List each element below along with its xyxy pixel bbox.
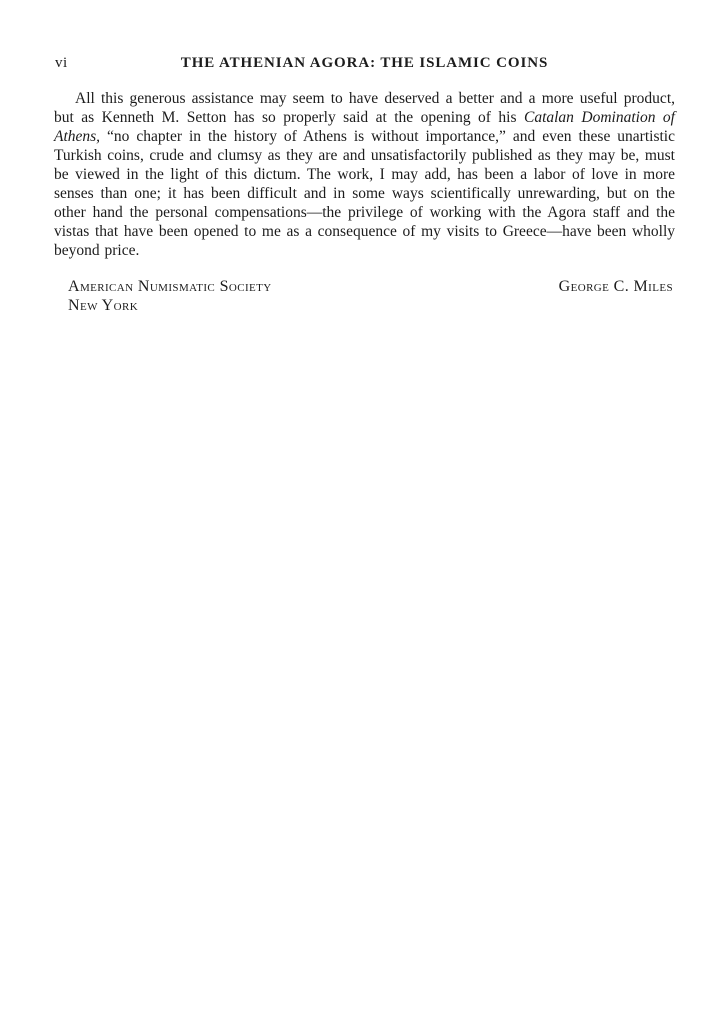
preface-paragraph (54, 89, 675, 260)
paragraph-text-after-title: “no chapter in the history of Athens is without importance,” and even these unartistic Turkish coins, crude and clumsy as they are and unsatisfactorily published as they may be, must be viewed in the light of this dictum. The work, I may add, has been a labor of love in more senses than one; it has been difficult and in some ways scientifically unrewarding, but on the other hand the personal compensations—the privilege of working with the Agora staff and the vistas that have been opened to me as a consequence of my visits to Greece—have been wholly beyond price. (54, 128, 675, 259)
page-header (54, 55, 675, 75)
signature-block (54, 277, 675, 315)
signature-organization: American Numismatic Society (68, 278, 272, 295)
signature-author: George C. Miles (558, 278, 673, 295)
cited-book-title: Catalan Domination of Athens, (54, 109, 675, 145)
paragraph-text-before-title: All this generous assistance may seem to have deserved a better and a more useful product, but as Kenneth M. Setton has so properly said at the opening of his (54, 90, 675, 126)
page-content (54, 55, 675, 315)
page-body (54, 89, 675, 315)
signature-location: New York (68, 297, 139, 314)
running-head: THE ATHENIAN AGORA: THE ISLAMIC COINS (180, 55, 549, 71)
page-number: vi (55, 55, 68, 71)
signature-left (54, 277, 272, 315)
